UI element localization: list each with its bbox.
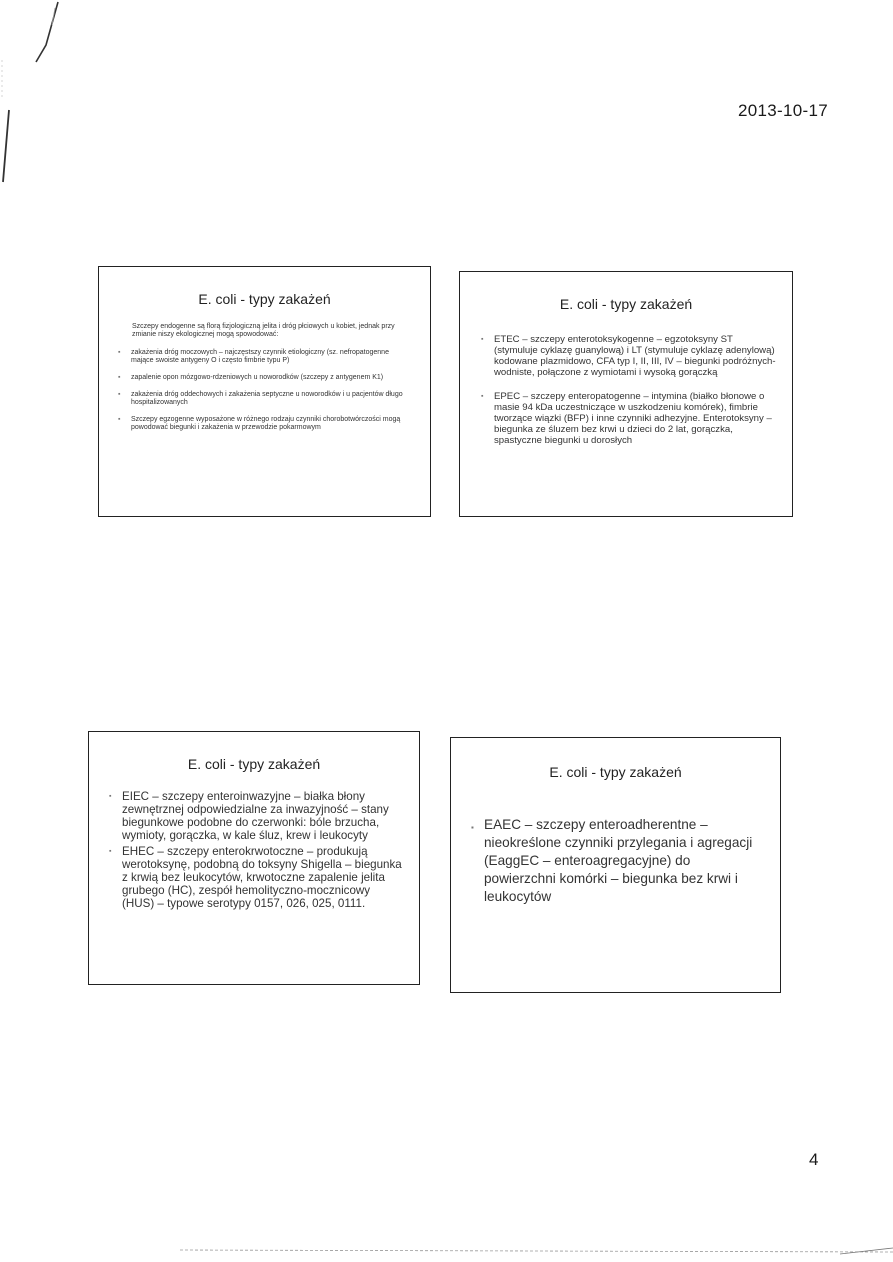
page-number: 4 [809,1150,819,1169]
slide-4 [450,737,781,993]
list-item [118,391,406,407]
bullet-list [481,334,778,446]
bullet-text: zakażenia dróg oddechowych i zakażenia septyczne u noworodków i u pacjentów długo hospitalizowanych [131,391,403,406]
bullet-list [471,816,762,906]
slide-title: E. coli - typy zakażeń [549,764,682,780]
bullet-icon: ▪ [118,374,121,381]
bullet-icon: ▪ [118,349,121,356]
slide-intro: Szczepy endogenne są florą fizjologiczną jelita i dróg płciowych u kobiet, jednak przy zmianie niszy ekologicznej mogą spowodować: [132,323,395,338]
list-item [481,391,778,446]
slide-title: E. coli - typy zakażeń [198,291,331,307]
bullet-list [118,349,406,432]
slide-title: E. coli - typy zakażeń [187,756,321,772]
bullet-text: EPEC – szczepy enteropatogenne – intymina (białko błonowe o masie 94 kDa uczestniczące w uszkodzeniu komórek), fimbrie tworzące wiązki (BFP) i inne czynniki adhezyjne. Enterotoksyny – biegunka ze śluzem bez krwi u dzieci do 2 lat, gorączka, spastyczne biegunki u dorosłych [494,391,772,446]
bullet-list [109,790,405,910]
bullet-icon: ▪ [481,393,484,400]
bullet-icon: ▪ [109,848,112,855]
slide-2 [459,271,793,517]
list-item [118,416,406,432]
slide-title: E. coli - typy zakażeń [559,296,693,312]
slide-3 [88,731,420,985]
bullet-icon: ▪ [118,416,121,423]
bullet-text: EIEC – szczepy enteroinwazyjne – białka błony zewnętrznej odpowiedzialne za inwazyjność – stany biegunkowe podobne do czerwonki: bóle brzucha, wymioty, gorączka, w kale śluz, krew i leukocyty [122,790,389,842]
list-item [481,334,778,378]
bullet-text: ETEC – szczepy enterotoksykogenne – egzotoksyny ST (stymuluje cyklazę guanylową) i LT (stymuluje cyklazę adenylową) kodowane plazmidowo, CFA typ I, II, III, IV – biegunki podróżnych- wodniste, połączone z wymiotami i wysoką gorączką [494,334,776,378]
bullet-icon: ▪ [471,823,474,832]
list-item [118,349,406,365]
bullet-icon: ▪ [109,793,112,800]
bullet-text: EAEC – szczepy enteroadherentne – nieokreślone czynniki przylegania i agregacji (EaggEC – enteroagregacyjne) do powierzchni komórki – biegunka bez krwi i leukocytów [484,817,753,904]
list-item [109,790,405,842]
bullet-text: EHEC – szczepy enterokrwotoczne – produkują werotoksynę, podobną do toksyny Shigella – biegunka z krwią bez leukocytów, krwotoczne zapalenie jelita grubego (HC), zespół hemolityczno-mocznicowy (HUS) – typowe serotypy 0157, 026, 025, 0111. [122,845,402,910]
slide-1 [98,266,431,517]
bullet-text: Szczepy egzogenne wyposażone w różnego rodzaju czynniki chorobotwórczości mogą powodować biegunki i zakażenia w przewodzie pokarmowym [131,416,401,431]
list-item [471,816,762,906]
bullet-text: zakażenia dróg moczowych – najczęstszy czynnik etiologiczny (sz. nefropatogenne mające swoiste antygeny O i często fimbrie typu P) [131,349,389,364]
bullet-icon: ▪ [481,336,484,343]
scan-pen-stroke [0,0,90,190]
bullet-text: zapalenie opon mózgowo-rdzeniowych u noworodków (szczepy z antygenem K1) [131,374,384,381]
scan-bottom-line [0,1240,893,1262]
page-date: 2013-10-17 [738,101,828,120]
list-item [118,374,406,382]
list-item [109,845,405,910]
bullet-icon: ▪ [118,391,121,398]
